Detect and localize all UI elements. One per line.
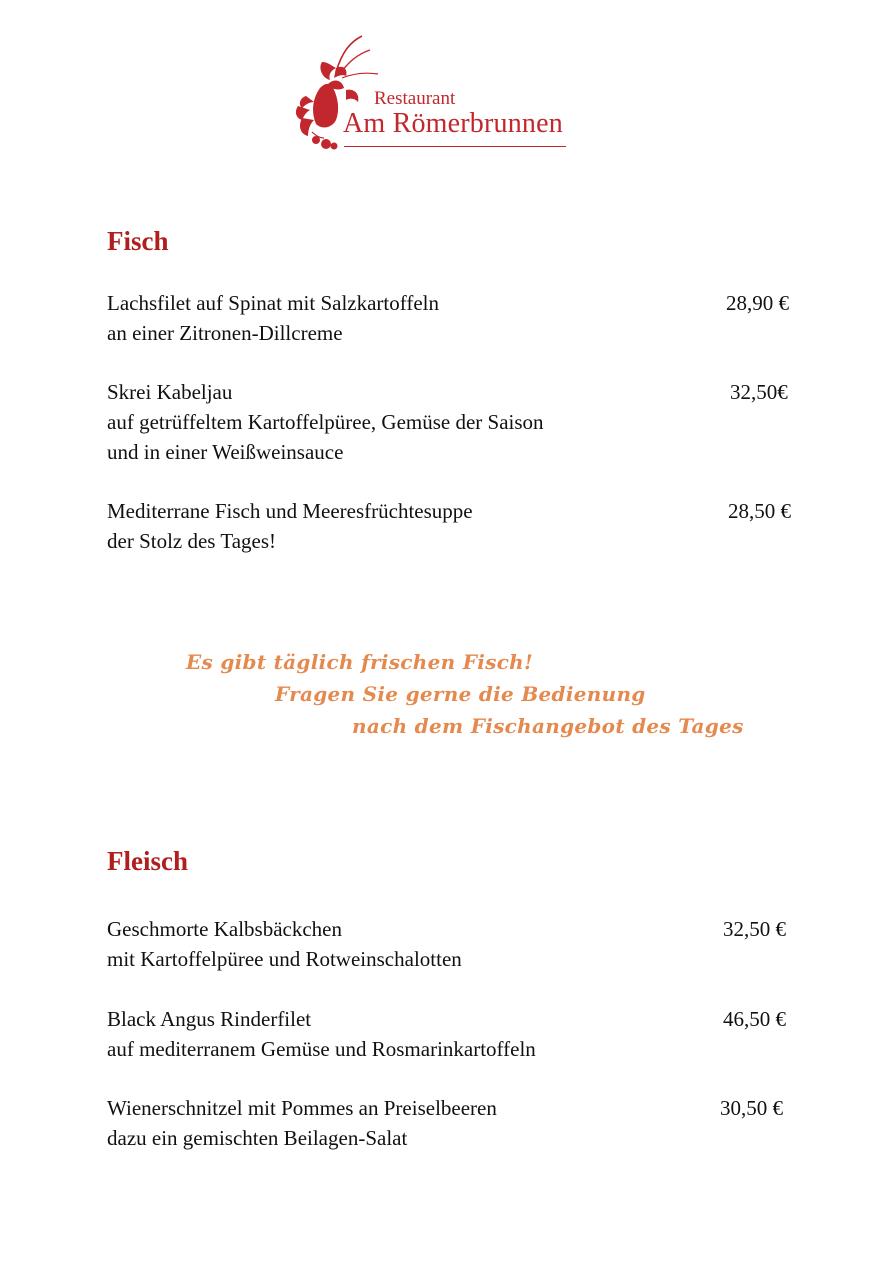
menu-item [107, 496, 807, 556]
menu-item [107, 1004, 807, 1064]
logo-line-restaurant: Restaurant [374, 88, 456, 109]
menu-item [107, 1093, 807, 1153]
item-price: 46,50 € [723, 1007, 786, 1031]
restaurant-logo [292, 32, 572, 154]
item-price: 28,50 € [728, 499, 791, 523]
logo-line-name: Am Römerbrunnen [343, 108, 563, 139]
menu-item [107, 377, 807, 467]
item-price: 32,50 € [723, 917, 786, 941]
note-line-2: Fragen Sie gerne die Bedienung [275, 682, 646, 706]
item-name: Black Angus Rinderfilet [107, 1007, 312, 1031]
item-name: Lachsfilet auf Spinat mit Salzkartoffeln [107, 291, 440, 315]
item-name: Geschmorte Kalbsbäckchen [107, 917, 342, 941]
note-line-1: Es gibt täglich frischen Fisch! [186, 650, 534, 674]
logo-underline [344, 146, 566, 147]
item-description: dazu ein gemischten Beilagen-Salat [107, 1126, 408, 1150]
section-title-fleisch: Fleisch [107, 846, 188, 876]
item-description: an einer Zitronen-Dillcreme [107, 321, 343, 345]
item-name: Mediterrane Fisch und Meeresfrüchtesuppe [107, 499, 473, 523]
item-description: auf mediterranem Gemüse und Rosmarinkartoffeln [107, 1037, 536, 1061]
item-description: mit Kartoffelpüree und Rotweinschalotten [107, 947, 462, 971]
section-title-fisch: Fisch [107, 226, 169, 256]
item-name: Wienerschnitzel mit Pommes an Preiselbeeren [107, 1096, 497, 1120]
note-line-3: nach dem Fischangebot des Tages [352, 714, 744, 738]
menu-item [107, 288, 807, 348]
menu-item [107, 914, 807, 974]
item-name: Skrei Kabeljau [107, 380, 233, 404]
item-price: 28,90 € [726, 291, 789, 315]
item-price: 32,50€ [730, 380, 788, 404]
item-description: der Stolz des Tages! [107, 529, 277, 553]
item-price: 30,50 € [720, 1096, 783, 1120]
item-description: auf getrüffeltem Kartoffelpüree, Gemüse der Saison [107, 410, 544, 434]
item-description: und in einer Weißweinsauce [107, 440, 344, 464]
